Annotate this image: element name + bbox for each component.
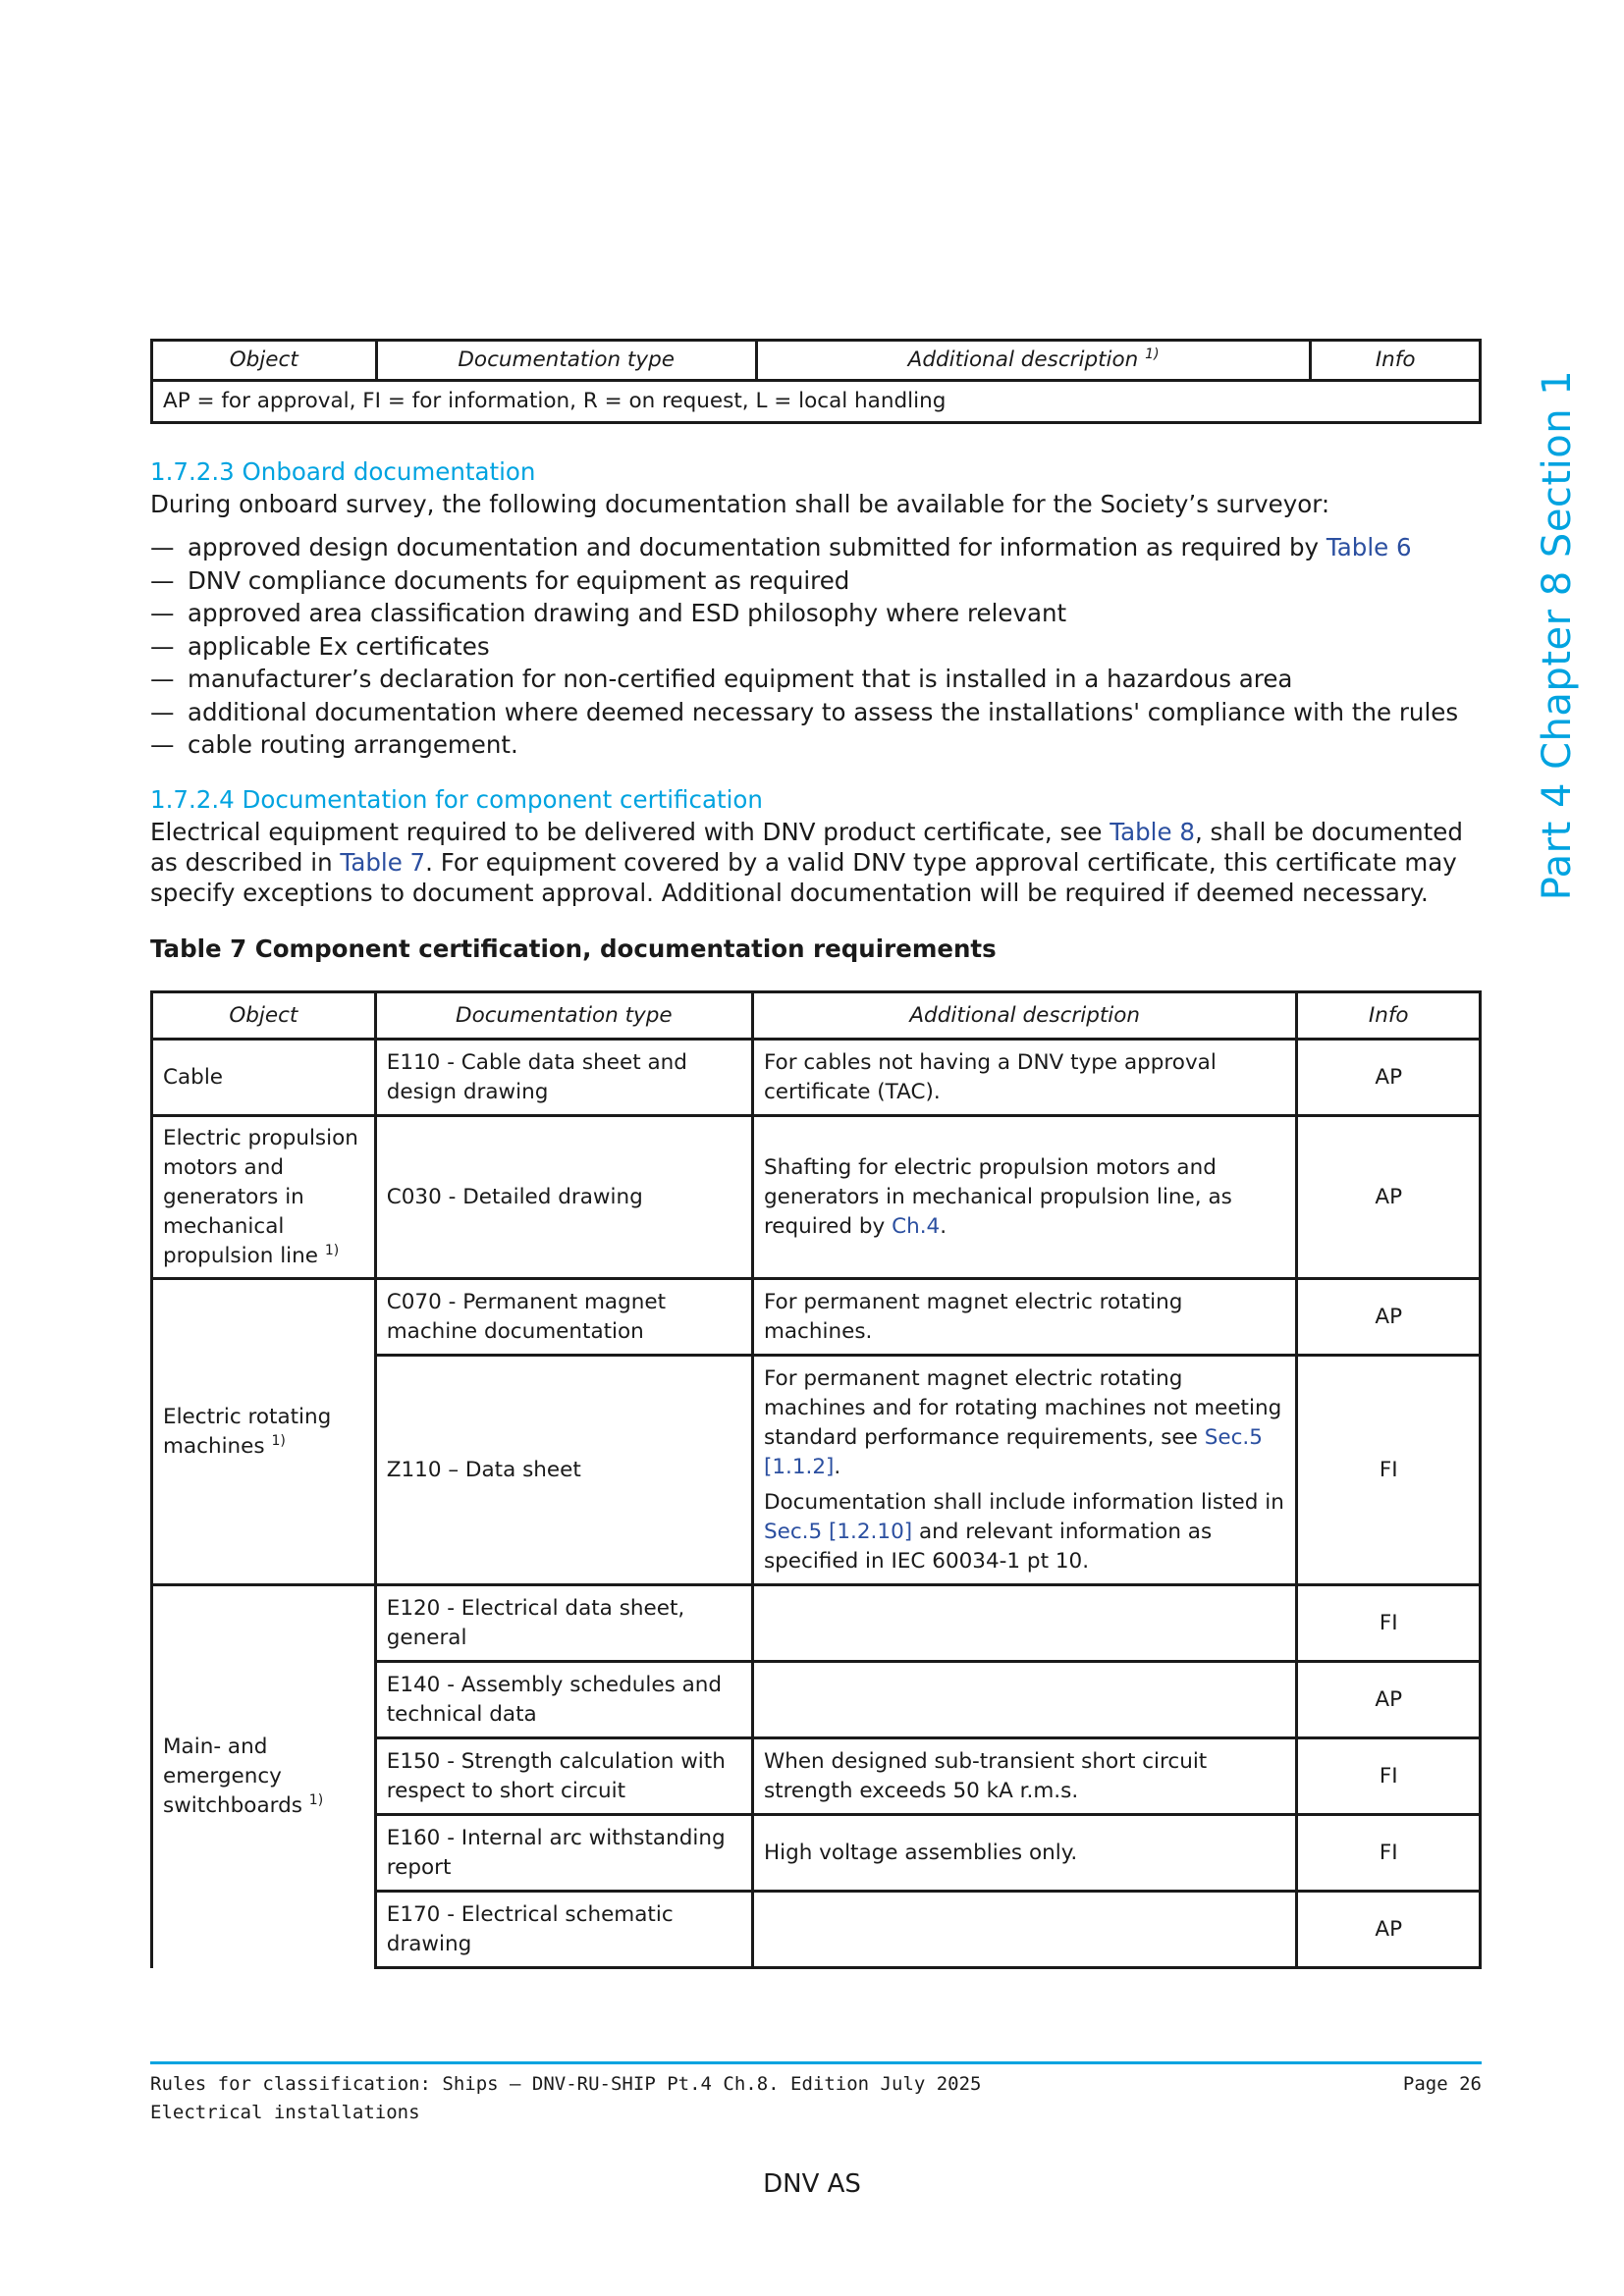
footnote-sup: 1) — [308, 1792, 324, 1809]
list-item: — approved area classification drawing and ESD philosophy where relevant — [150, 597, 1495, 630]
info-cell: FI — [1297, 1356, 1481, 1585]
section-1724-heading: 1.7.2.4 Documentation for component certification — [150, 785, 763, 814]
header-info: Info — [1311, 341, 1481, 381]
footer-rules-title: Rules for classification: Ships — DNV-RU-SHIP Pt.4 Ch.8. Edition July 2025 — [150, 2073, 982, 2095]
object-cell: Cable — [152, 1040, 376, 1116]
link-table-6[interactable]: Table 6 — [1326, 533, 1412, 561]
object-cell: Main- and emergency switchboards $^{1)}$ — [152, 1585, 376, 1968]
section-1723-heading: 1.7.2.3 Onboard documentation — [150, 457, 536, 486]
info-cell: AP — [1297, 1040, 1481, 1116]
doc-cell: E140 - Assembly schedules and technical data — [375, 1662, 752, 1738]
info-cell: FI — [1297, 1738, 1481, 1815]
header-doc-type: Documentation type — [376, 341, 756, 381]
doc-cell: C070 - Permanent magnet machine documentation — [375, 1279, 752, 1356]
desc-cell — [752, 1892, 1297, 1968]
table-row — [152, 1040, 1481, 1116]
desc-cell: When designed sub-transient short circuit strength exceeds 50 kA r.m.s. — [752, 1738, 1297, 1815]
info-cell: AP — [1297, 1279, 1481, 1356]
header-object: Object — [152, 341, 377, 381]
link-table-8[interactable]: Table 8 — [1110, 818, 1195, 846]
table7-header-row — [152, 992, 1481, 1040]
footnote-sup: 1) — [324, 1242, 340, 1258]
table7-caption: Table 7 Component certification, documentation requirements — [150, 934, 997, 963]
header-doc-type: Documentation type — [375, 992, 752, 1040]
link-sec5-112[interactable]: Sec.5 [1.1.2] — [763, 1424, 1263, 1479]
footer-page-number: Page 26 — [1402, 2073, 1482, 2095]
doc-cell: E150 - Strength calculation with respect to short circuit — [375, 1738, 752, 1815]
list-item: — additional documentation where deemed necessary to assess the installations' compliance with the rules — [150, 696, 1495, 729]
info-cell: AP — [1297, 1116, 1481, 1279]
list-item: — DNV compliance documents for equipment as required — [150, 564, 1495, 598]
doc-cell: E120 - Electrical data sheet, general — [375, 1585, 752, 1662]
desc-cell: For permanent magnet electric rotating machines. — [752, 1279, 1297, 1356]
doc-cell: E160 - Internal arc withstanding report — [375, 1815, 752, 1892]
list-item: — applicable Ex certificates — [150, 630, 1495, 664]
doc-cell: E170 - Electrical schematic drawing — [375, 1892, 752, 1968]
list-item: — approved design documentation and documentation submitted for information as required by Table 6 — [150, 531, 1495, 564]
doc-cell: C030 - Detailed drawing — [375, 1116, 752, 1279]
footer-subtitle: Electrical installations — [150, 2102, 420, 2123]
desc-cell — [752, 1585, 1297, 1662]
table7 — [150, 990, 1482, 1969]
side-tab-label: Part 4 Chapter 8 Section 1 — [1535, 369, 1580, 901]
footnote-sup: 1) — [271, 1432, 286, 1449]
desc-cell: For permanent magnet electric rotating machines and for rotating machines not meeting standard performance requirements, see Sec.5 [1.1.2]. Documentation shall include information listed in Sec.5 [1.2.10] and relevant information as specified in IEC 60034-1 pt 10. — [752, 1356, 1297, 1585]
table-row — [152, 1585, 1481, 1662]
doc-cell: Z110 – Data sheet — [375, 1356, 752, 1585]
top-table — [150, 339, 1482, 424]
object-cell: Electric rotating machines $^{1)}$ — [152, 1279, 376, 1585]
top-table-header-row — [152, 341, 1481, 381]
list-item: — cable routing arrangement. — [150, 728, 1495, 762]
desc-cell: Shafting for electric propulsion motors and generators in mechanical propulsion line, as required by Ch.4. — [752, 1116, 1297, 1279]
header-additional-desc: Additional description — [752, 992, 1297, 1040]
side-tab — [1528, 350, 1587, 920]
list-item: — manufacturer’s declaration for non-certified equipment that is installed in a hazardous area — [150, 663, 1495, 696]
object-cell: Electric propulsion motors and generators in mechanical propulsion line $^{1)}$ — [152, 1116, 376, 1279]
info-cell: AP — [1297, 1662, 1481, 1738]
desc-cell: For cables not having a DNV type approval certificate (TAC). — [752, 1040, 1297, 1116]
doc-cell: E110 - Cable data sheet and design drawing — [375, 1040, 752, 1116]
link-table-7[interactable]: Table 7 — [340, 848, 426, 877]
legend-text: AP = for approval, FI = for information, R = on request, L = local handling — [152, 381, 1481, 423]
desc-cell — [752, 1662, 1297, 1738]
table-row — [152, 1279, 1481, 1356]
footer-rule — [150, 2061, 1482, 2064]
link-sec5-1210[interactable]: Sec.5 [1.2.10] — [763, 1519, 913, 1544]
top-table-legend-row — [152, 381, 1481, 423]
link-ch4[interactable]: Ch.4 — [892, 1213, 941, 1239]
info-cell: FI — [1297, 1815, 1481, 1892]
header-info: Info — [1297, 992, 1481, 1040]
header-object: Object — [152, 992, 376, 1040]
table-row — [152, 1116, 1481, 1279]
info-cell: AP — [1297, 1892, 1481, 1968]
header-additional-desc: Additional description $^{1)}$ — [756, 341, 1311, 381]
footnote-sup: 1) — [1145, 347, 1160, 362]
footer-company: DNV AS — [763, 2169, 861, 2199]
desc-cell: High voltage assemblies only. — [752, 1815, 1297, 1892]
info-cell: FI — [1297, 1585, 1481, 1662]
onboard-doc-list — [150, 531, 1495, 762]
section-1723-intro: During onboard survey, the following documentation shall be available for the Society’s surveyor: — [150, 490, 1330, 518]
section-1724-paragraph: Electrical equipment required to be delivered with DNV product certificate, see Table 8, shall be documented as described in Table 7. For equipment covered by a valid DNV type approval certificate, this certificate may specify exceptions to document approval. Additional documentation will be required if deemed necessary. — [150, 818, 1463, 907]
